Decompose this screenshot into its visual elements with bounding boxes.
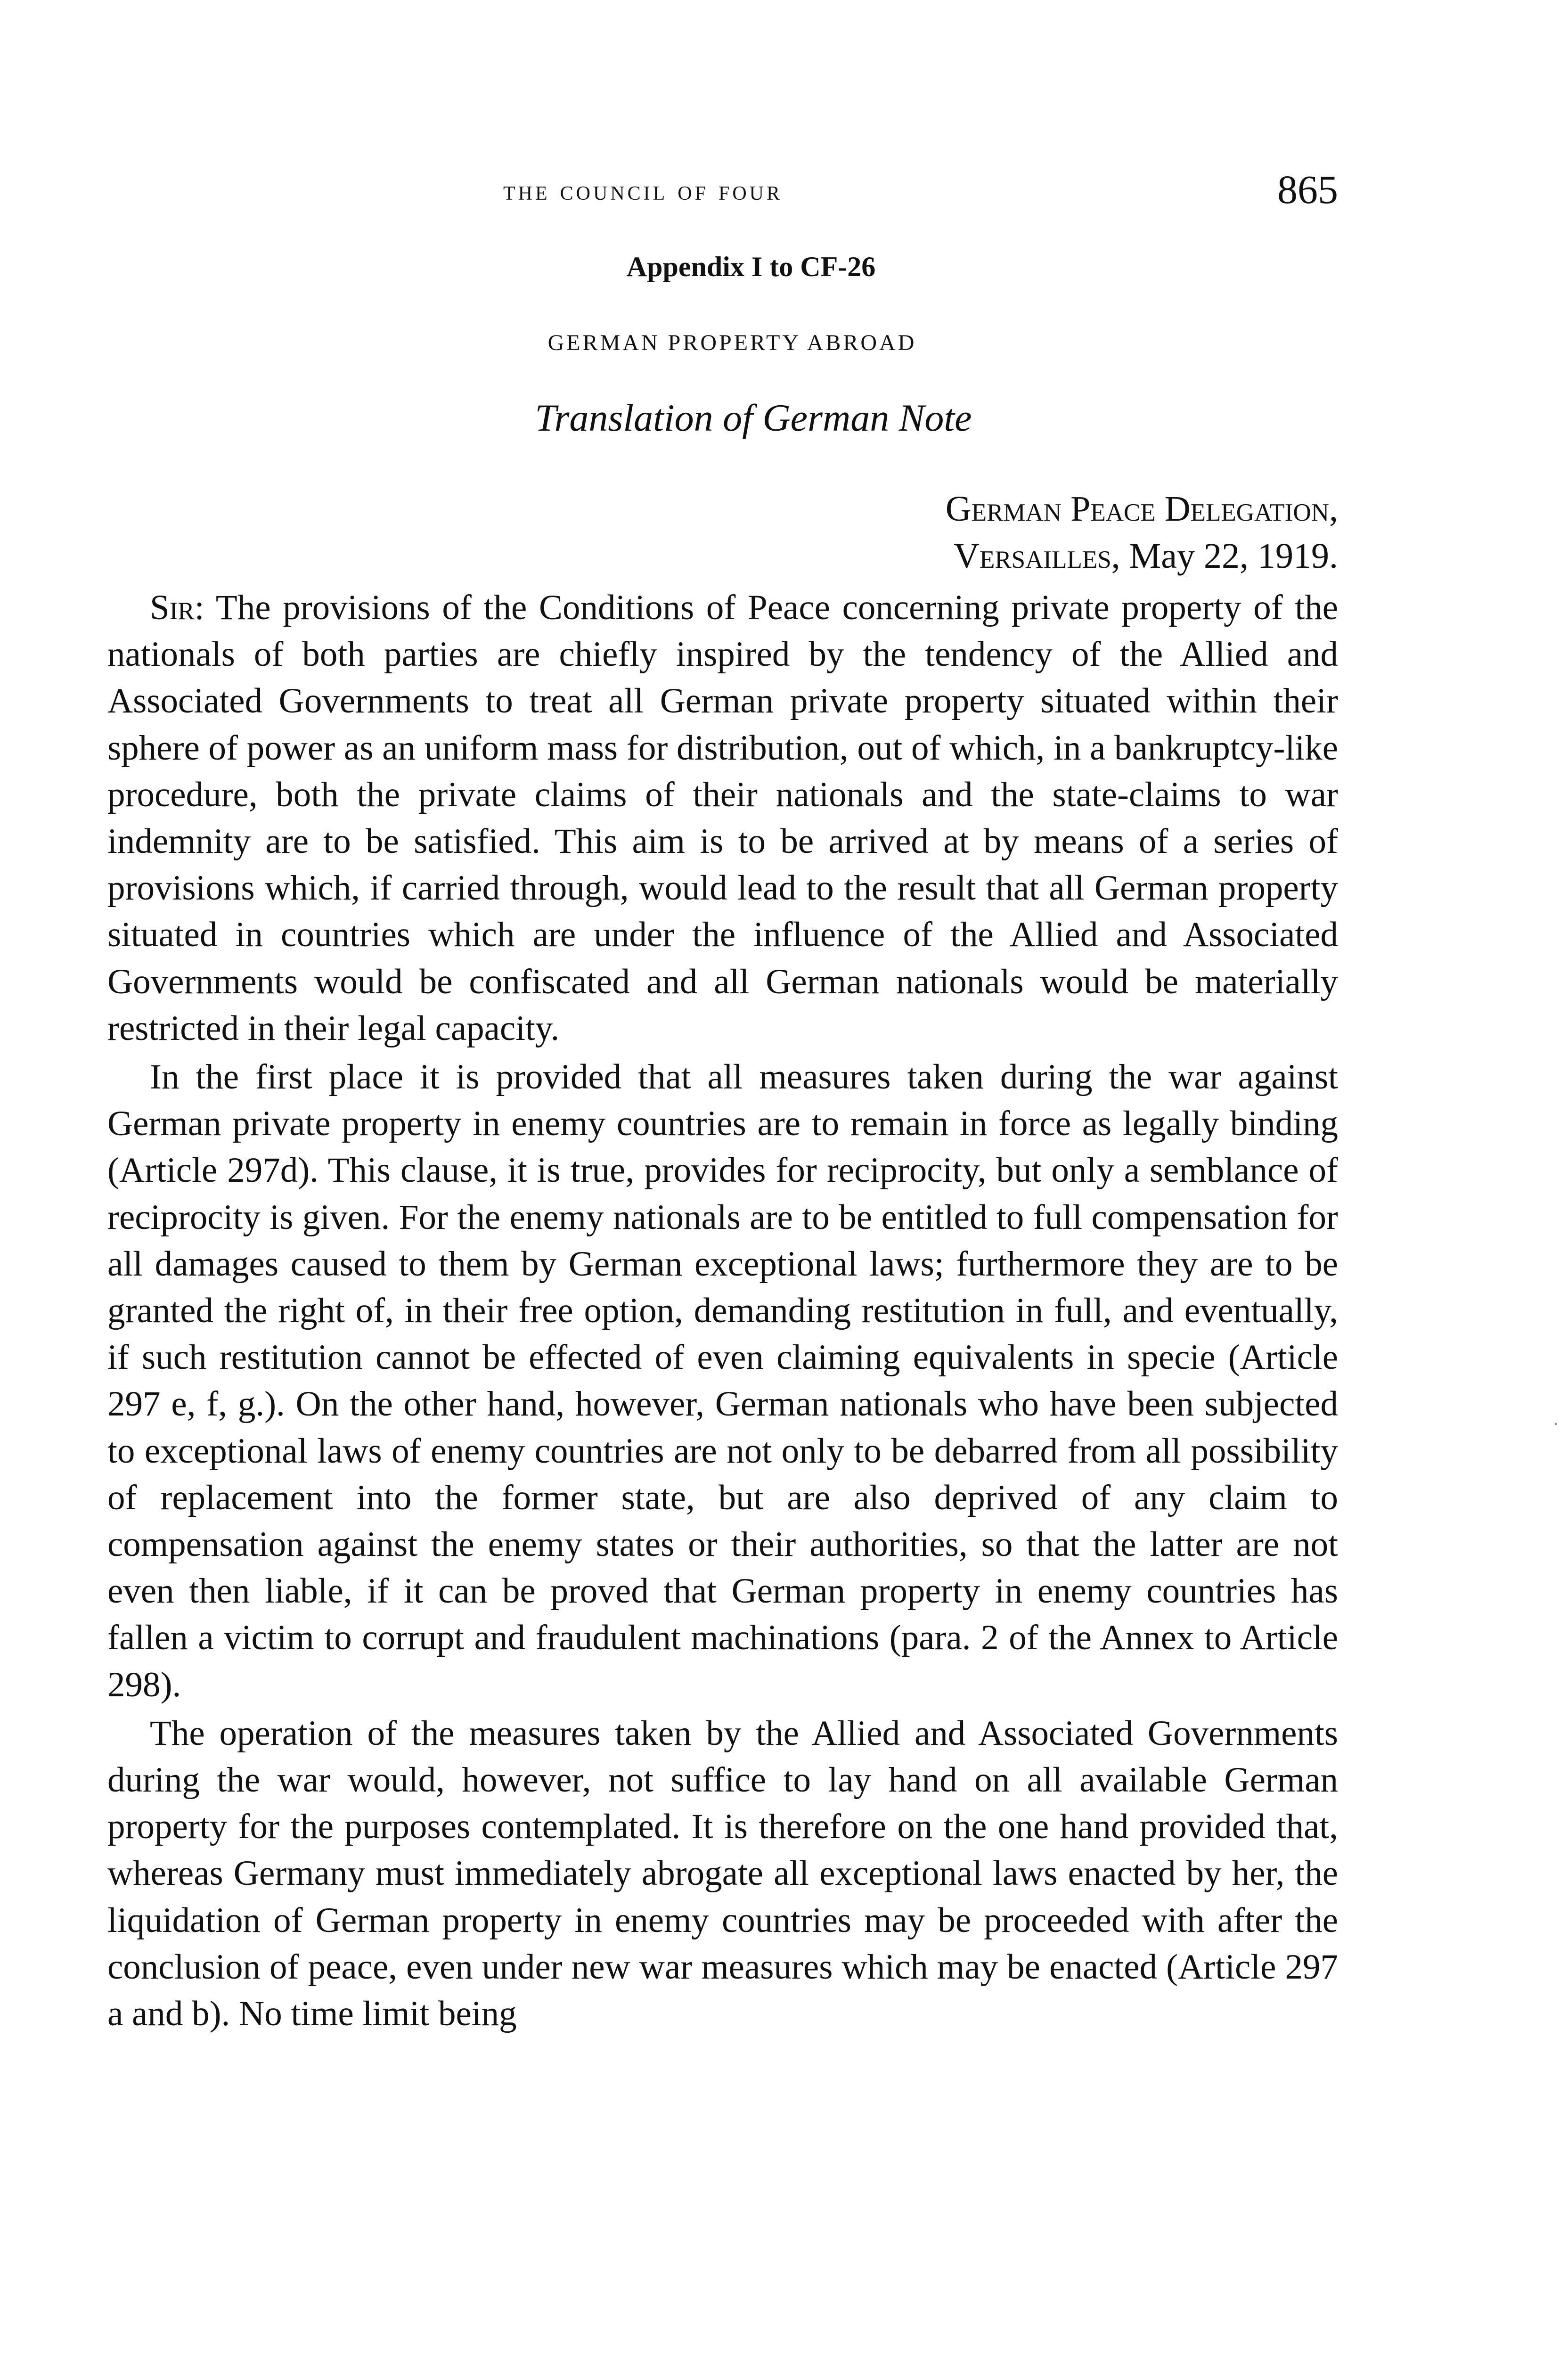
- dateline-place-date: [946, 532, 1338, 580]
- dateline-sender: German Peace Delegation,: [945, 489, 1338, 529]
- paragraph-3: The operation of the measures taken by the Allied and Associated Governments during the war would, however, not suffice to lay hand on all available German property for the purposes contemplated. It is therefore on the one hand provided that, whereas Germany must immediately abrogate all exceptional laws enacted by her, the liquidation of German property in enemy countries may be proceeded with after the conclusion of peace, even under new war measures which may be enacted (Article 297 a and b). No time limit being: [107, 1713, 1338, 2034]
- subject-heading: GERMAN PROPERTY ABROAD: [547, 330, 917, 355]
- salutation: Sir:: [150, 588, 204, 627]
- document-title: Translation of German Note: [535, 396, 972, 439]
- dateline: [946, 485, 1338, 580]
- ink-speck: [1555, 1423, 1557, 1425]
- document-page: [107, 0, 1338, 2356]
- running-title: the council of four: [503, 175, 783, 206]
- dateline-place: Versailles,: [954, 536, 1120, 576]
- appendix-label: Appendix I to CF-26: [626, 251, 876, 282]
- page-number: 865: [1277, 167, 1338, 212]
- dateline-date: May 22, 1919.: [1129, 536, 1338, 576]
- paragraph-2: In the first place it is provided that all measures taken during the war against German private property in enemy countries are to remain in force as legally binding (Article 297d). This clause, it is true, provides for reciprocity, but only a semblance of reciprocity is given. For the enemy nationals are to be entitled to full compensation for all damages caused to them by German exceptional laws; furthermore they are to be granted the right of, in their free option, demanding restitution in full, and eventually, if such restitution cannot be effected of even claiming equivalents in specie (Article 297 e, f, g.). On the other hand, however, German nationals who have been subjected to exceptional laws of enemy countries are not only to be debarred from all possibility of replacement into the former state, but are also deprived of any claim to compensation against the enemy states or their authorities, so that the latter are not even then liable, if it can be proved that German property in enemy countries has fallen a victim to corrupt and fraudulent machinations (para. 2 of the Annex to Article 298).: [107, 1057, 1338, 1704]
- body-text: [107, 584, 1338, 2039]
- running-head: [107, 166, 1338, 218]
- paragraph-1: [107, 584, 1338, 1052]
- paragraph-1-text: The provisions of the Conditions of Peace concerning private property of the nationals of both parties are chiefly inspired by the tendency of the Allied and Associated Governments to treat all German private property situated within their sphere of power as an uniform mass for distribution, out of which, in a bankruptcy-like procedure, both the private claims of their nationals and the state-claims to war indemnity are to be satisfied. This aim is to be arrived at by means of a series of provisions which, if carried through, would lead to the result that all German property situated in countries which are under the influence of the Allied and Associated Governments would be confiscated and all German nationals would be materially restricted in their legal capacity.: [107, 588, 1338, 1048]
